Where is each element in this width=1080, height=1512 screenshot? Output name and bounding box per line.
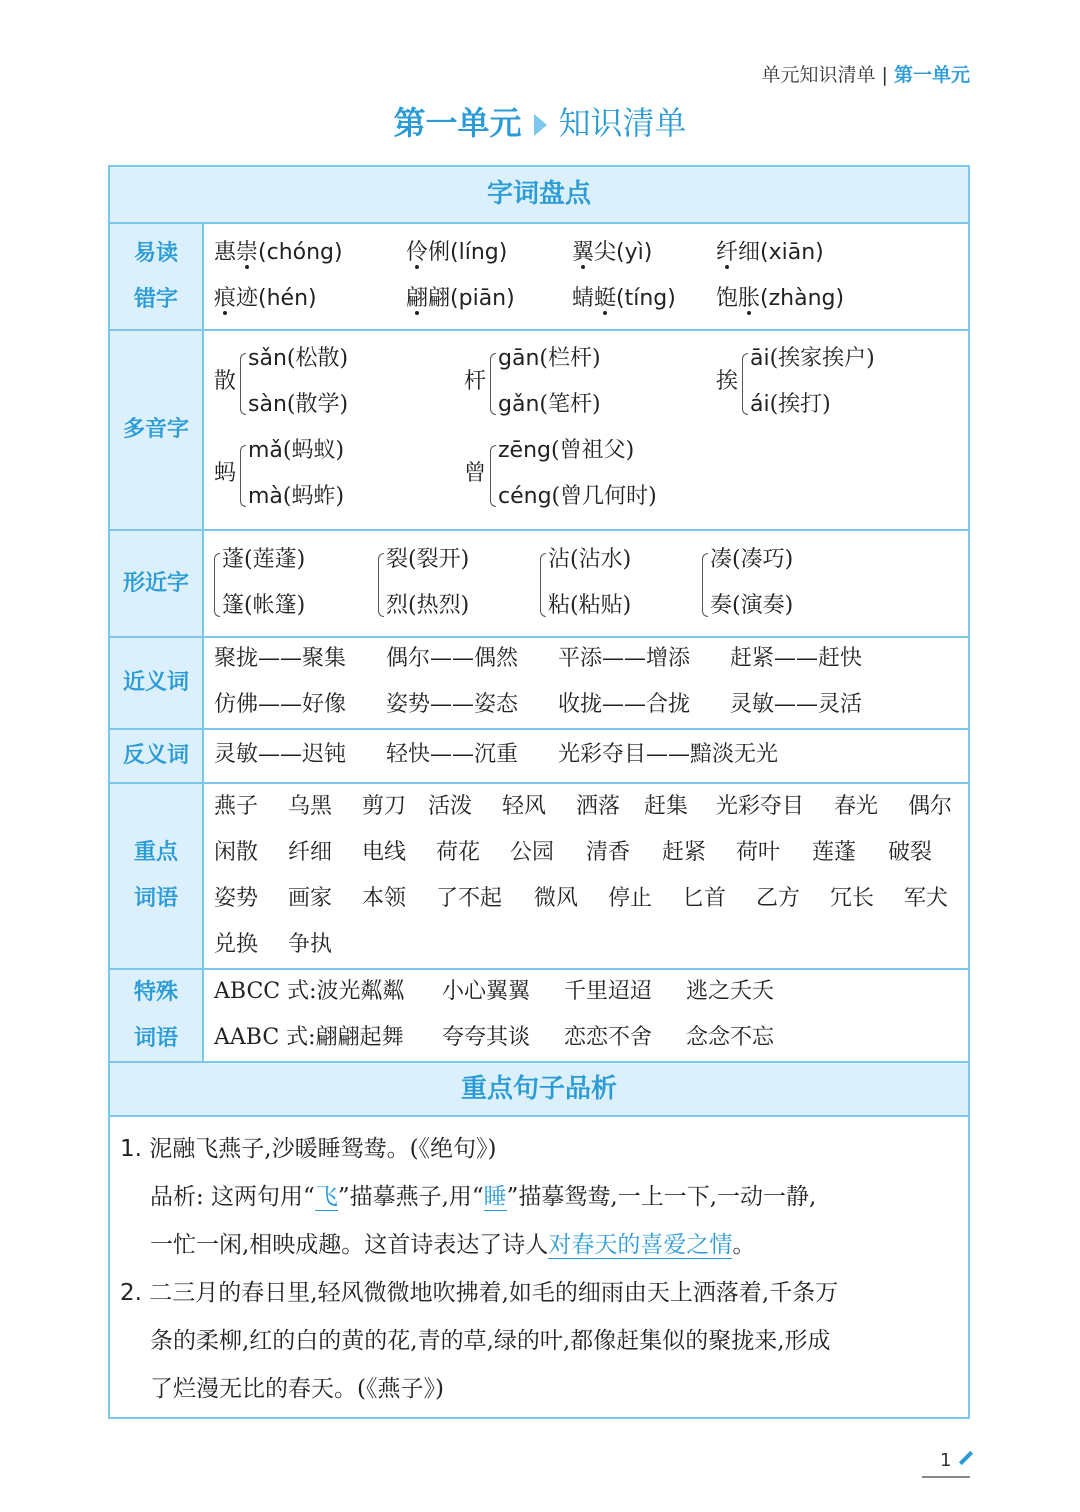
word-item: 痕迹(hén) [214, 286, 317, 311]
row-special-words [110, 970, 968, 1063]
polyphonic-char: 散 [214, 369, 237, 394]
row-label: 形近字 [110, 531, 204, 636]
key-word: 清香 [586, 840, 631, 865]
key-word: 争执 [288, 932, 333, 957]
key-word: 军犬 [904, 886, 949, 911]
key-word: 微风 [534, 886, 579, 911]
special-word: 念念不忘 [686, 1025, 775, 1050]
sentence-1: 1. 泥融飞燕子,沙暖睡鸳鸯。(《绝句》) [120, 1136, 497, 1162]
row-label: 近义词 [110, 638, 204, 728]
key-word: 乌黑 [288, 794, 333, 819]
key-word: 偶尔 [908, 794, 953, 819]
reading-a: sǎn(松散) [248, 346, 349, 371]
row-label: 多音字 [110, 331, 204, 529]
row-similar-chars [110, 531, 968, 638]
brace-icon [240, 353, 246, 415]
key-word: 赶集 [644, 794, 689, 819]
section-header-sentences: 重点句子品析 [110, 1063, 968, 1117]
special-word: 夸夸其谈 [442, 1025, 531, 1050]
synonym-pair: 收拢——合拢 [558, 692, 691, 717]
reading-b: sàn(散学) [248, 392, 349, 417]
similar-char-a: 凑(凑巧) [710, 547, 794, 572]
key-word: 光彩夺目 [716, 794, 805, 819]
reading-a: zēng(曾祖父) [498, 438, 635, 463]
special-word: 千里迢迢 [564, 979, 653, 1004]
key-word: 匕首 [682, 886, 727, 911]
special-word: 逃之夭夭 [686, 979, 775, 1004]
triangle-arrow-icon [534, 114, 547, 136]
row-antonyms [110, 730, 968, 784]
key-word: 兑换 [214, 932, 259, 957]
brace-icon [240, 445, 246, 507]
key-word: 剪刀 [362, 794, 407, 819]
title-unit: 第一单元 [393, 104, 522, 142]
special-word: AABC 式:翩翩起舞 [214, 1025, 404, 1050]
key-word: 公园 [510, 840, 555, 865]
header-separator: | [881, 64, 888, 86]
similar-char-b: 奏(演奏) [710, 593, 794, 618]
key-word: 画家 [288, 886, 333, 911]
sentence-1-analysis: 品析: 这两句用“飞”描摹燕子,用“睡”描摹鸳鸯,一上一下,一动一静, [150, 1184, 817, 1210]
antonym-pair: 灵敏——迟钝 [214, 742, 347, 767]
word-item: 翼尖(yì) [572, 240, 653, 265]
sentence-1-analysis-cont: 一忙一闲,相映成趣。这首诗表达了诗人对春天的喜爱之情。 [150, 1232, 756, 1258]
key-word: 荷叶 [736, 840, 781, 865]
key-word: 乙方 [756, 886, 801, 911]
key-word: 了不起 [436, 886, 503, 911]
reading-a: mǎ(蚂蚁) [248, 438, 345, 463]
word-item: 伶俐(líng) [406, 240, 508, 265]
similar-char-b: 烈(热烈) [386, 593, 470, 618]
similar-char-a: 裂(裂开) [386, 547, 470, 572]
sentence-2-line2: 条的柔柳,红的白的黄的花,青的草,绿的叶,都像赶集似的聚拢来,形成 [150, 1328, 831, 1354]
key-word: 活泼 [428, 794, 473, 819]
key-word: 荷花 [436, 840, 481, 865]
synonym-pair: 聚拢——聚集 [214, 646, 347, 671]
brace-icon [490, 445, 496, 507]
reading-a: āi(挨家挨户) [750, 346, 875, 371]
special-word: 小心翼翼 [442, 979, 531, 1004]
synonym-pair: 灵敏——灵活 [730, 692, 863, 717]
key-word: 本领 [362, 886, 407, 911]
synonym-pair: 赶紧——赶快 [730, 646, 863, 671]
row-label: 重点 词语 [110, 784, 204, 968]
running-header [761, 60, 970, 87]
page-title [0, 98, 1080, 144]
antonym-pair: 光彩夺目——黯淡无光 [558, 742, 779, 767]
similar-char-a: 沾(沾水) [548, 547, 632, 572]
key-word: 姿势 [214, 886, 259, 911]
key-word: 燕子 [214, 794, 259, 819]
word-item: 翩翩(piān) [406, 286, 515, 311]
word-item: 纤细(xiān) [716, 240, 824, 265]
key-word: 洒落 [576, 794, 621, 819]
synonym-pair: 仿佛——好像 [214, 692, 347, 717]
polyphonic-char: 曾 [464, 461, 487, 486]
brace-icon [490, 353, 496, 415]
word-item: 饱胀(zhàng) [716, 286, 845, 311]
similar-char-b: 篷(帐篷) [222, 593, 306, 618]
reading-b: céng(曾几何时) [498, 484, 657, 509]
reading-b: mà(蚂蚱) [248, 484, 345, 509]
pencil-icon [959, 1451, 973, 1465]
key-word: 纤细 [288, 840, 333, 865]
synonym-pair: 平添——增添 [558, 646, 691, 671]
row-label: 反义词 [110, 730, 204, 782]
reading-b: gǎn(笔杆) [498, 392, 601, 417]
row-easy-misread [110, 224, 968, 331]
special-word: 恋恋不舍 [564, 1025, 653, 1050]
special-word: ABCC 式:波光粼粼 [214, 979, 405, 1004]
brace-icon [742, 353, 748, 415]
synonym-pair: 姿势——姿态 [386, 692, 519, 717]
row-key-words [110, 784, 968, 970]
knowledge-table [108, 165, 970, 1419]
title-list: 知识清单 [558, 104, 687, 142]
row-synonyms [110, 638, 968, 730]
similar-char-b: 粘(粘贴) [548, 593, 632, 618]
row-label: 特殊 词语 [110, 970, 204, 1061]
brace-icon [540, 553, 546, 617]
polyphonic-char: 蚂 [214, 461, 237, 486]
antonym-pair: 轻快——沉重 [386, 742, 519, 767]
key-word: 破裂 [888, 840, 933, 865]
brace-icon [378, 553, 384, 617]
key-word: 闲散 [214, 840, 259, 865]
word-item: 蜻蜓(tíng) [572, 286, 676, 311]
key-word: 电线 [362, 840, 407, 865]
key-word: 轻风 [502, 794, 547, 819]
row-polyphonic [110, 331, 968, 531]
polyphonic-char: 挨 [716, 369, 739, 394]
section-header-words: 字词盘点 [110, 167, 968, 224]
brace-icon [702, 553, 708, 617]
key-word: 莲蓬 [812, 840, 857, 865]
word-item: 惠崇(chóng) [214, 240, 343, 265]
key-word: 停止 [608, 886, 653, 911]
reading-a: gān(栏杆) [498, 346, 601, 371]
key-word: 赶紧 [662, 840, 707, 865]
sentence-2: 2. 二三月的春日里,轻风微微地吹拂着,如毛的细雨由天上洒落着,千条万 [120, 1280, 839, 1306]
header-right: 第一单元 [893, 64, 970, 86]
key-word: 冗长 [830, 886, 875, 911]
brace-icon [214, 553, 220, 617]
similar-char-a: 蓬(莲蓬) [222, 547, 306, 572]
synonym-pair: 偶尔——偶然 [386, 646, 519, 671]
page-number: 1 [940, 1450, 952, 1471]
sentence-2-line3: 了烂漫无比的春天。(《燕子》) [150, 1376, 444, 1402]
reading-b: ái(挨打) [750, 392, 831, 417]
polyphonic-char: 杆 [464, 369, 487, 394]
header-left: 单元知识清单 [761, 64, 876, 86]
key-word: 春光 [834, 794, 879, 819]
row-label: 易读 错字 [110, 224, 204, 329]
